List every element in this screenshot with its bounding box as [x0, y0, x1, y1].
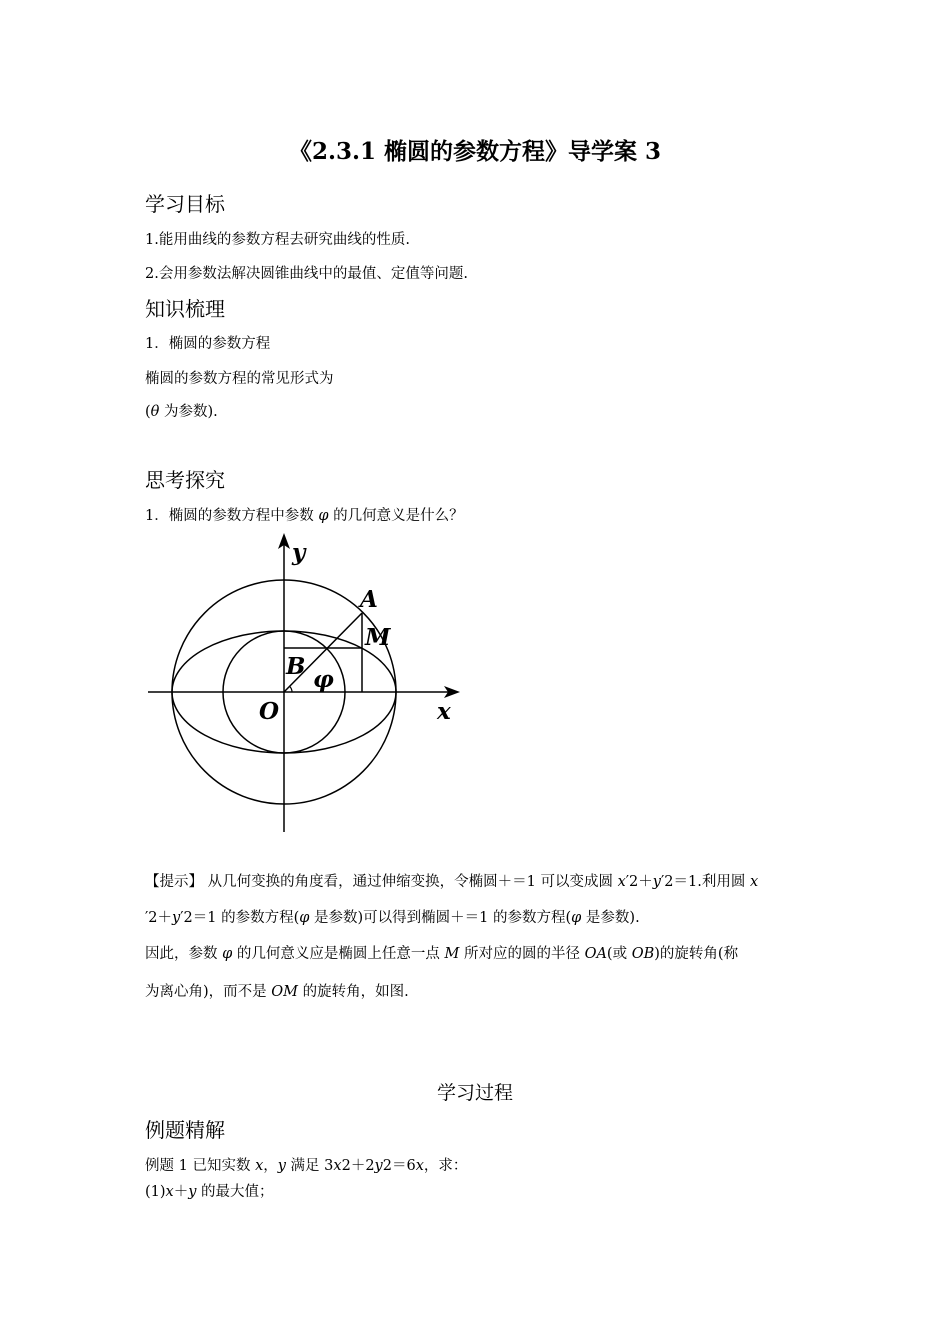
label-y: y	[292, 539, 306, 566]
label-x: x	[437, 698, 451, 725]
goals-heading: 学习目标	[145, 192, 225, 216]
example-1: 例题 1 已知实数 x，y 满足 3x2＋2y2＝6x，求：	[145, 1158, 468, 1174]
knowledge-heading: 知识梳理	[145, 297, 225, 321]
label-A: A	[360, 586, 378, 613]
angle-arc	[290, 686, 292, 692]
hint-line-3: 因此，参数 φ 的几何意义应是椭圆上任意一点 M 所对应的圆的半径 OA(或 OB)的旋转角(称	[145, 946, 739, 962]
label-phi: φ	[313, 666, 334, 693]
knowledge-line-2: 椭圆的参数方程的常见形式为	[145, 371, 334, 387]
label-B: B	[286, 653, 306, 680]
label-M: M	[365, 624, 391, 651]
knowledge-item-1: 1．椭圆的参数方程	[145, 336, 271, 352]
hint-line-2: ′2＋y′2＝1 的参数方程(φ 是参数)可以得到椭圆＋＝1 的参数方程(φ 是参数).	[145, 910, 640, 926]
ellipse-parameter-figure	[140, 530, 470, 840]
goal-item-2: 2.会用参数法解决圆锥曲线中的最值、定值等问题.	[145, 266, 468, 282]
hint-line-1: 【提示】 从几何变换的角度看，通过伸缩变换，令椭圆＋＝1 可以变成圆 x′2＋y′2＝1.利用圆 x	[145, 874, 759, 890]
hint-line-4: 为离心角)，而不是 OM 的旋转角，如图.	[145, 984, 409, 1000]
process-heading: 学习过程	[436, 1082, 513, 1104]
examples-heading: 例题精解	[145, 1118, 225, 1142]
think-heading: 思考探究	[145, 468, 225, 492]
label-O: O	[259, 698, 280, 725]
example-1-question-1: (1)x＋y 的最大值；	[145, 1184, 274, 1200]
page-title: 《2.3.1 椭圆的参数方程》导学案 3	[288, 138, 662, 165]
think-question-1: 1．椭圆的参数方程中参数 φ 的几何意义是什么？	[145, 508, 464, 524]
goal-item-1: 1.能用曲线的参数方程去研究曲线的性质.	[145, 232, 410, 248]
knowledge-line-3: (θ 为参数).	[145, 404, 218, 420]
